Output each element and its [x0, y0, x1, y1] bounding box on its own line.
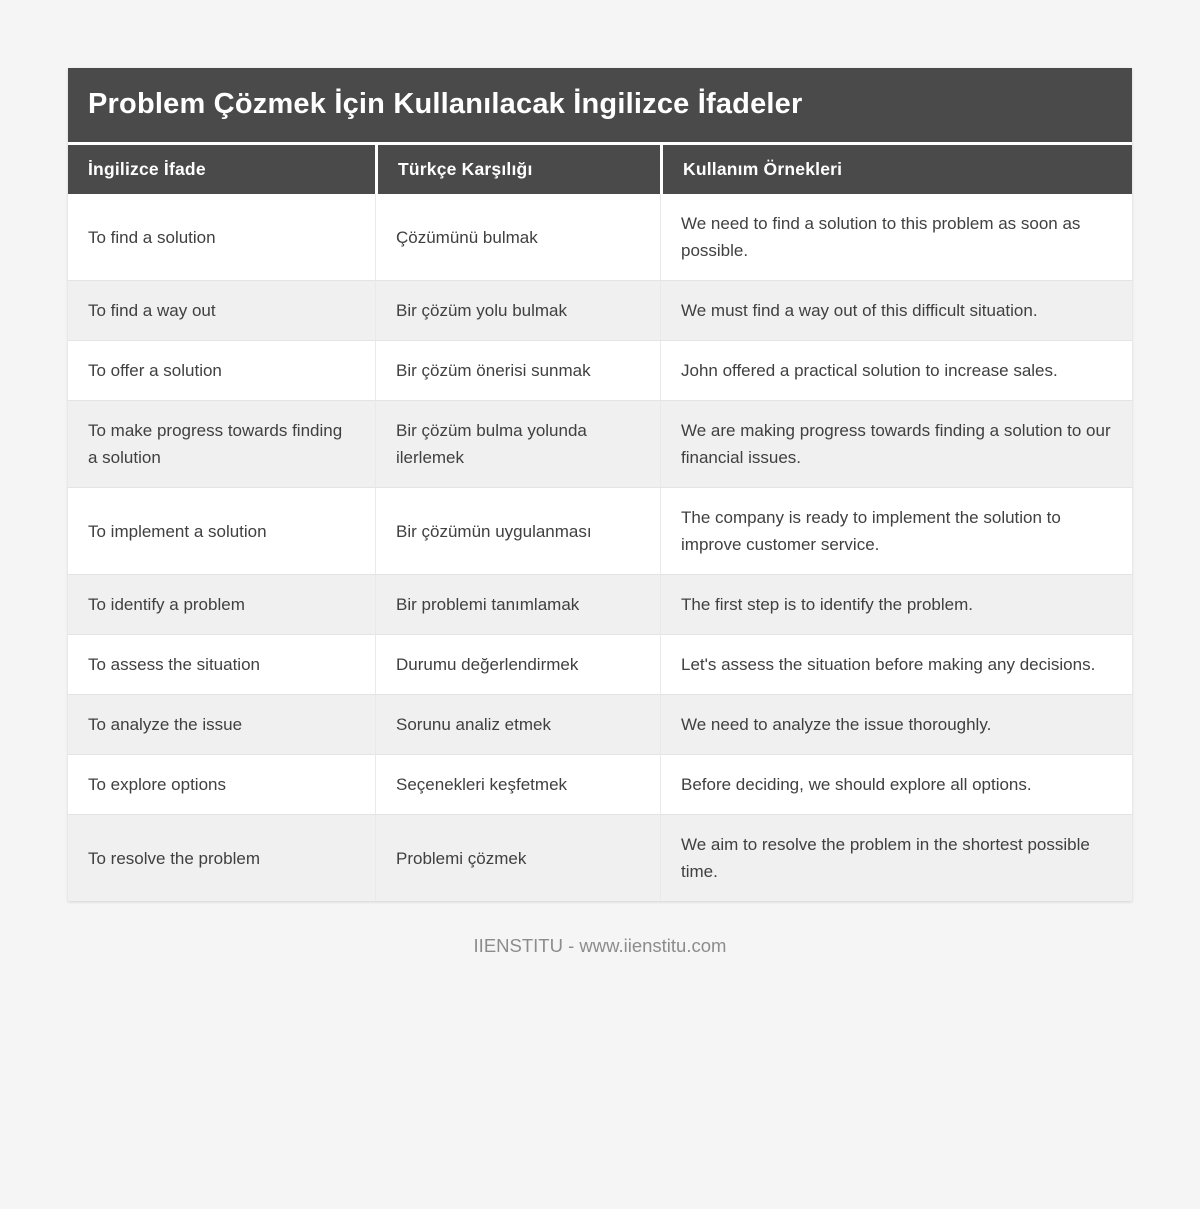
cell-usage-example: We aim to resolve the problem in the shortest possible time.	[660, 814, 1132, 901]
cell-english-phrase: To analyze the issue	[68, 694, 375, 754]
table-row	[68, 634, 1132, 694]
cell-english-phrase: To find a solution	[68, 194, 375, 280]
cell-turkish-translation: Sorunu analiz etmek	[375, 694, 660, 754]
cell-turkish-translation: Bir çözüm bulma yolunda ilerlemek	[375, 400, 660, 487]
table-row	[68, 754, 1132, 814]
table-row	[68, 340, 1132, 400]
cell-turkish-translation: Bir çözüm yolu bulmak	[375, 280, 660, 340]
cell-english-phrase: To explore options	[68, 754, 375, 814]
table-row	[68, 400, 1132, 487]
cell-turkish-translation: Bir çözüm önerisi sunmak	[375, 340, 660, 400]
table-row	[68, 814, 1132, 901]
cell-english-phrase: To find a way out	[68, 280, 375, 340]
column-header-english: İngilizce İfade	[68, 145, 375, 194]
column-header-turkish: Türkçe Karşılığı	[375, 145, 660, 194]
cell-usage-example: We must find a way out of this difficult situation.	[660, 280, 1132, 340]
cell-usage-example: We need to find a solution to this problem as soon as possible.	[660, 194, 1132, 280]
table-row	[68, 280, 1132, 340]
cell-english-phrase: To implement a solution	[68, 487, 375, 574]
cell-turkish-translation: Çözümünü bulmak	[375, 194, 660, 280]
cell-usage-example: We need to analyze the issue thoroughly.	[660, 694, 1132, 754]
table-row	[68, 487, 1132, 574]
cell-usage-example: The first step is to identify the problem.	[660, 574, 1132, 634]
cell-turkish-translation: Seçenekleri keşfetmek	[375, 754, 660, 814]
cell-turkish-translation: Durumu değerlendirmek	[375, 634, 660, 694]
cell-usage-example: The company is ready to implement the solution to improve customer service.	[660, 487, 1132, 574]
cell-usage-example: John offered a practical solution to increase sales.	[660, 340, 1132, 400]
table-header-row	[68, 145, 1132, 194]
cell-turkish-translation: Bir problemi tanımlamak	[375, 574, 660, 634]
table-title: Problem Çözmek İçin Kullanılacak İngilizce İfadeler	[68, 68, 1132, 142]
table-row	[68, 694, 1132, 754]
cell-turkish-translation: Problemi çözmek	[375, 814, 660, 901]
cell-usage-example: Let's assess the situation before making any decisions.	[660, 634, 1132, 694]
cell-english-phrase: To resolve the problem	[68, 814, 375, 901]
table-row	[68, 194, 1132, 280]
cell-usage-example: Before deciding, we should explore all options.	[660, 754, 1132, 814]
footer-attribution: IIENSTITU - www.iienstitu.com	[473, 935, 727, 956]
column-header-examples: Kullanım Örnekleri	[660, 145, 1132, 194]
cell-english-phrase: To offer a solution	[68, 340, 375, 400]
phrase-table	[68, 145, 1132, 901]
cell-english-phrase: To assess the situation	[68, 634, 375, 694]
cell-turkish-translation: Bir çözümün uygulanması	[375, 487, 660, 574]
cell-english-phrase: To make progress towards finding a solution	[68, 400, 375, 487]
cell-usage-example: We are making progress towards finding a solution to our financial issues.	[660, 400, 1132, 487]
table-row	[68, 574, 1132, 634]
phrase-table-card	[68, 68, 1132, 901]
cell-english-phrase: To identify a problem	[68, 574, 375, 634]
